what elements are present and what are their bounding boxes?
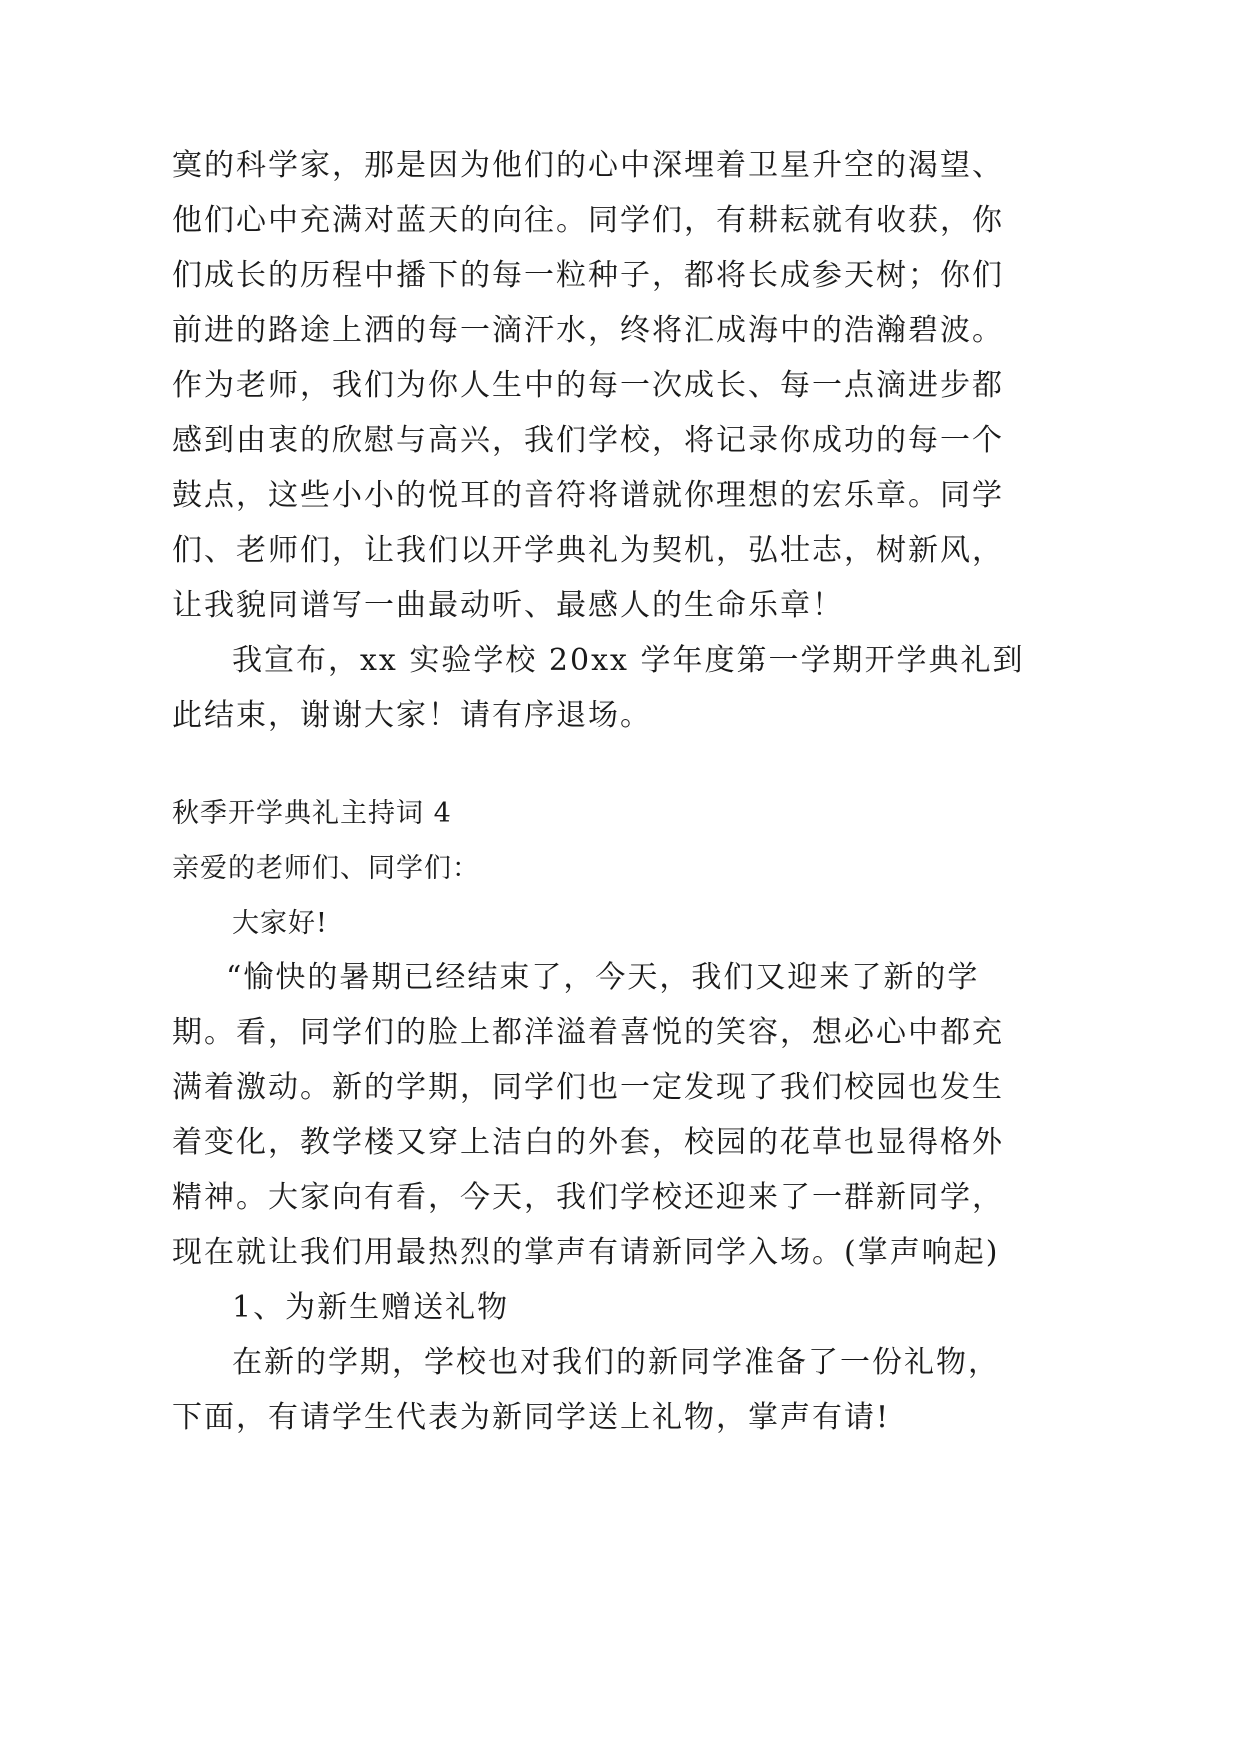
body-text-line: 前进的路途上洒的每一滴汗水，终将汇成海中的浩瀚碧波。 xyxy=(172,313,1004,348)
body-text-line: 感到由衷的欣慰与高兴，我们学校，将记录你成功的每一个 xyxy=(172,423,1004,458)
body-text-line: 我宣布，xx 实验学校 20xx 学年度第一学期开学典礼到 xyxy=(232,643,1025,678)
section-heading: 秋季开学典礼主持词 4 xyxy=(172,798,452,829)
list-item-heading: 1、为新生赠送礼物 xyxy=(232,1290,510,1325)
body-text-line: 鼓点，这些小小的悦耳的音符将谱就你理想的宏乐章。同学 xyxy=(172,478,1004,513)
body-text-line: 作为老师，我们为你人生中的每一次成长、每一点滴进步都 xyxy=(172,368,1004,403)
body-text-line: 此结束，谢谢大家！请有序退场。 xyxy=(172,698,652,733)
body-text-line: 满着激动。新的学期，同学们也一定发现了我们校园也发生 xyxy=(172,1070,1004,1105)
greeting: 大家好! xyxy=(232,908,328,939)
body-text-line: 让我貌同谱写一曲最动听、最感人的生命乐章！ xyxy=(172,588,844,623)
body-text-line: 着变化，教学楼又穿上洁白的外套，校园的花草也显得格外 xyxy=(172,1125,1004,1160)
salutation: 亲爱的老师们、同学们： xyxy=(172,853,480,884)
body-text-line: 现在就让我们用最热烈的掌声有请新同学入场。(掌声响起) xyxy=(172,1235,1000,1270)
body-text-line: “愉快的暑期已经结束了，今天，我们又迎来了新的学 xyxy=(226,960,980,995)
body-text-line: 期。看，同学们的脸上都洋溢着喜悦的笑容，想必心中都充 xyxy=(172,1015,1004,1050)
body-text-line: 精神。大家向有看，今天，我们学校还迎来了一群新同学， xyxy=(172,1180,1004,1215)
body-text-line: 下面，有请学生代表为新同学送上礼物，掌声有请! xyxy=(172,1400,891,1435)
body-text-line: 们成长的历程中播下的每一粒种子，都将长成参天树；你们 xyxy=(172,258,1004,293)
body-text-line: 寞的科学家，那是因为他们的心中深埋着卫星升空的渴望、 xyxy=(172,148,1004,183)
body-text-line: 他们心中充满对蓝天的向往。同学们，有耕耘就有收获，你 xyxy=(172,203,1004,238)
body-text-line: 们、老师们，让我们以开学典礼为契机，弘壮志，树新风， xyxy=(172,533,1004,568)
body-text-line: 在新的学期，学校也对我们的新同学准备了一份礼物， xyxy=(232,1345,1000,1380)
